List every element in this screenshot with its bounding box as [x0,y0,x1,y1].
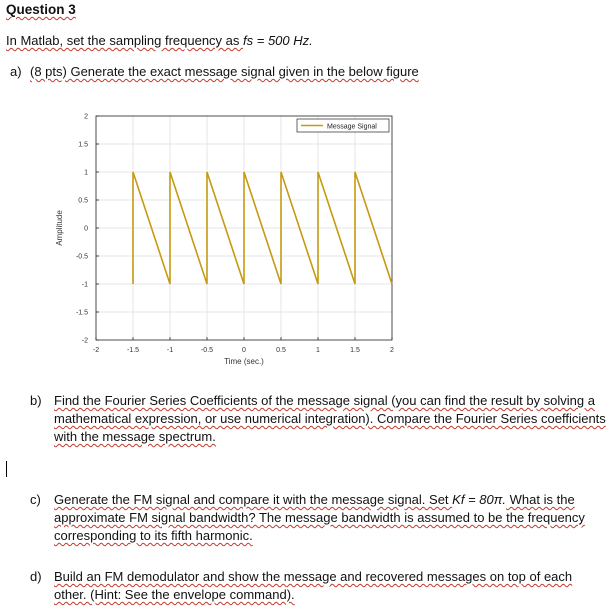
intro-text: In Matlab, set the sampling frequency as [6,33,244,48]
part-c-letter: c) [30,492,41,507]
part-c-math: Kf = 80π. [452,492,507,507]
y-tick-label: 0.5 [78,197,88,205]
part-c-text-1: Generate the FM signal and compare it with the message signal. Set [54,492,453,507]
intro-math: fs = 500 Hz. [243,33,313,48]
y-tick-label: 2 [84,113,88,121]
y-tick-label: -2 [81,337,88,345]
x-tick-label: -0.5 [200,347,214,354]
x-tick-label: -1.5 [126,347,140,354]
message-signal-chart [52,108,408,370]
y-axis-label: Amplitude [55,210,64,246]
part-b-text: Find the Fourier Series Coefficients of the message signal (you can find the result by solving a mathematical expression, or use numerical integration). Compare the Fourier Series coefficients with the message spectrum. [54,393,606,444]
part-d-text: Build an FM demodulator and show the message and recovered messages on top of each other. (Hint: See the envelope command). [54,569,573,602]
x-tick-label: 1 [316,347,320,354]
intro-line [6,33,313,48]
y-tick-label: -1.5 [75,309,88,317]
x-tick-label: -1 [166,347,174,354]
x-tick-label: 0.5 [276,347,286,354]
part-d-letter: d) [30,569,42,584]
y-tick-label: 0 [84,225,88,233]
x-tick-label: -2 [92,347,100,354]
x-tick-label: 2 [390,347,394,354]
y-tick-label: -0.5 [75,253,88,261]
x-tick-label: 1.5 [350,347,360,354]
y-tick-label: -1 [81,281,88,289]
question-title: Question 3 [6,2,76,17]
y-tick-label: 1 [84,169,88,177]
text-cursor [6,461,7,477]
part-c-text [54,491,604,545]
x-axis-label: Time (sec.) [224,357,264,366]
part-c-text-2: What is the approximate FM signal bandwidth? The message bandwidth is assumed to be the frequency corresponding to its fifth harmonic. [54,492,585,543]
part-a-letter: a) [10,64,22,79]
y-tick-label: 1.5 [78,141,88,149]
legend-label: Message Signal [327,123,377,131]
part-b-letter: b) [30,393,42,408]
x-tick-label: 0 [242,347,246,354]
part-a-text: (8 pts) Generate the exact message signal given in the below figure [30,64,419,79]
